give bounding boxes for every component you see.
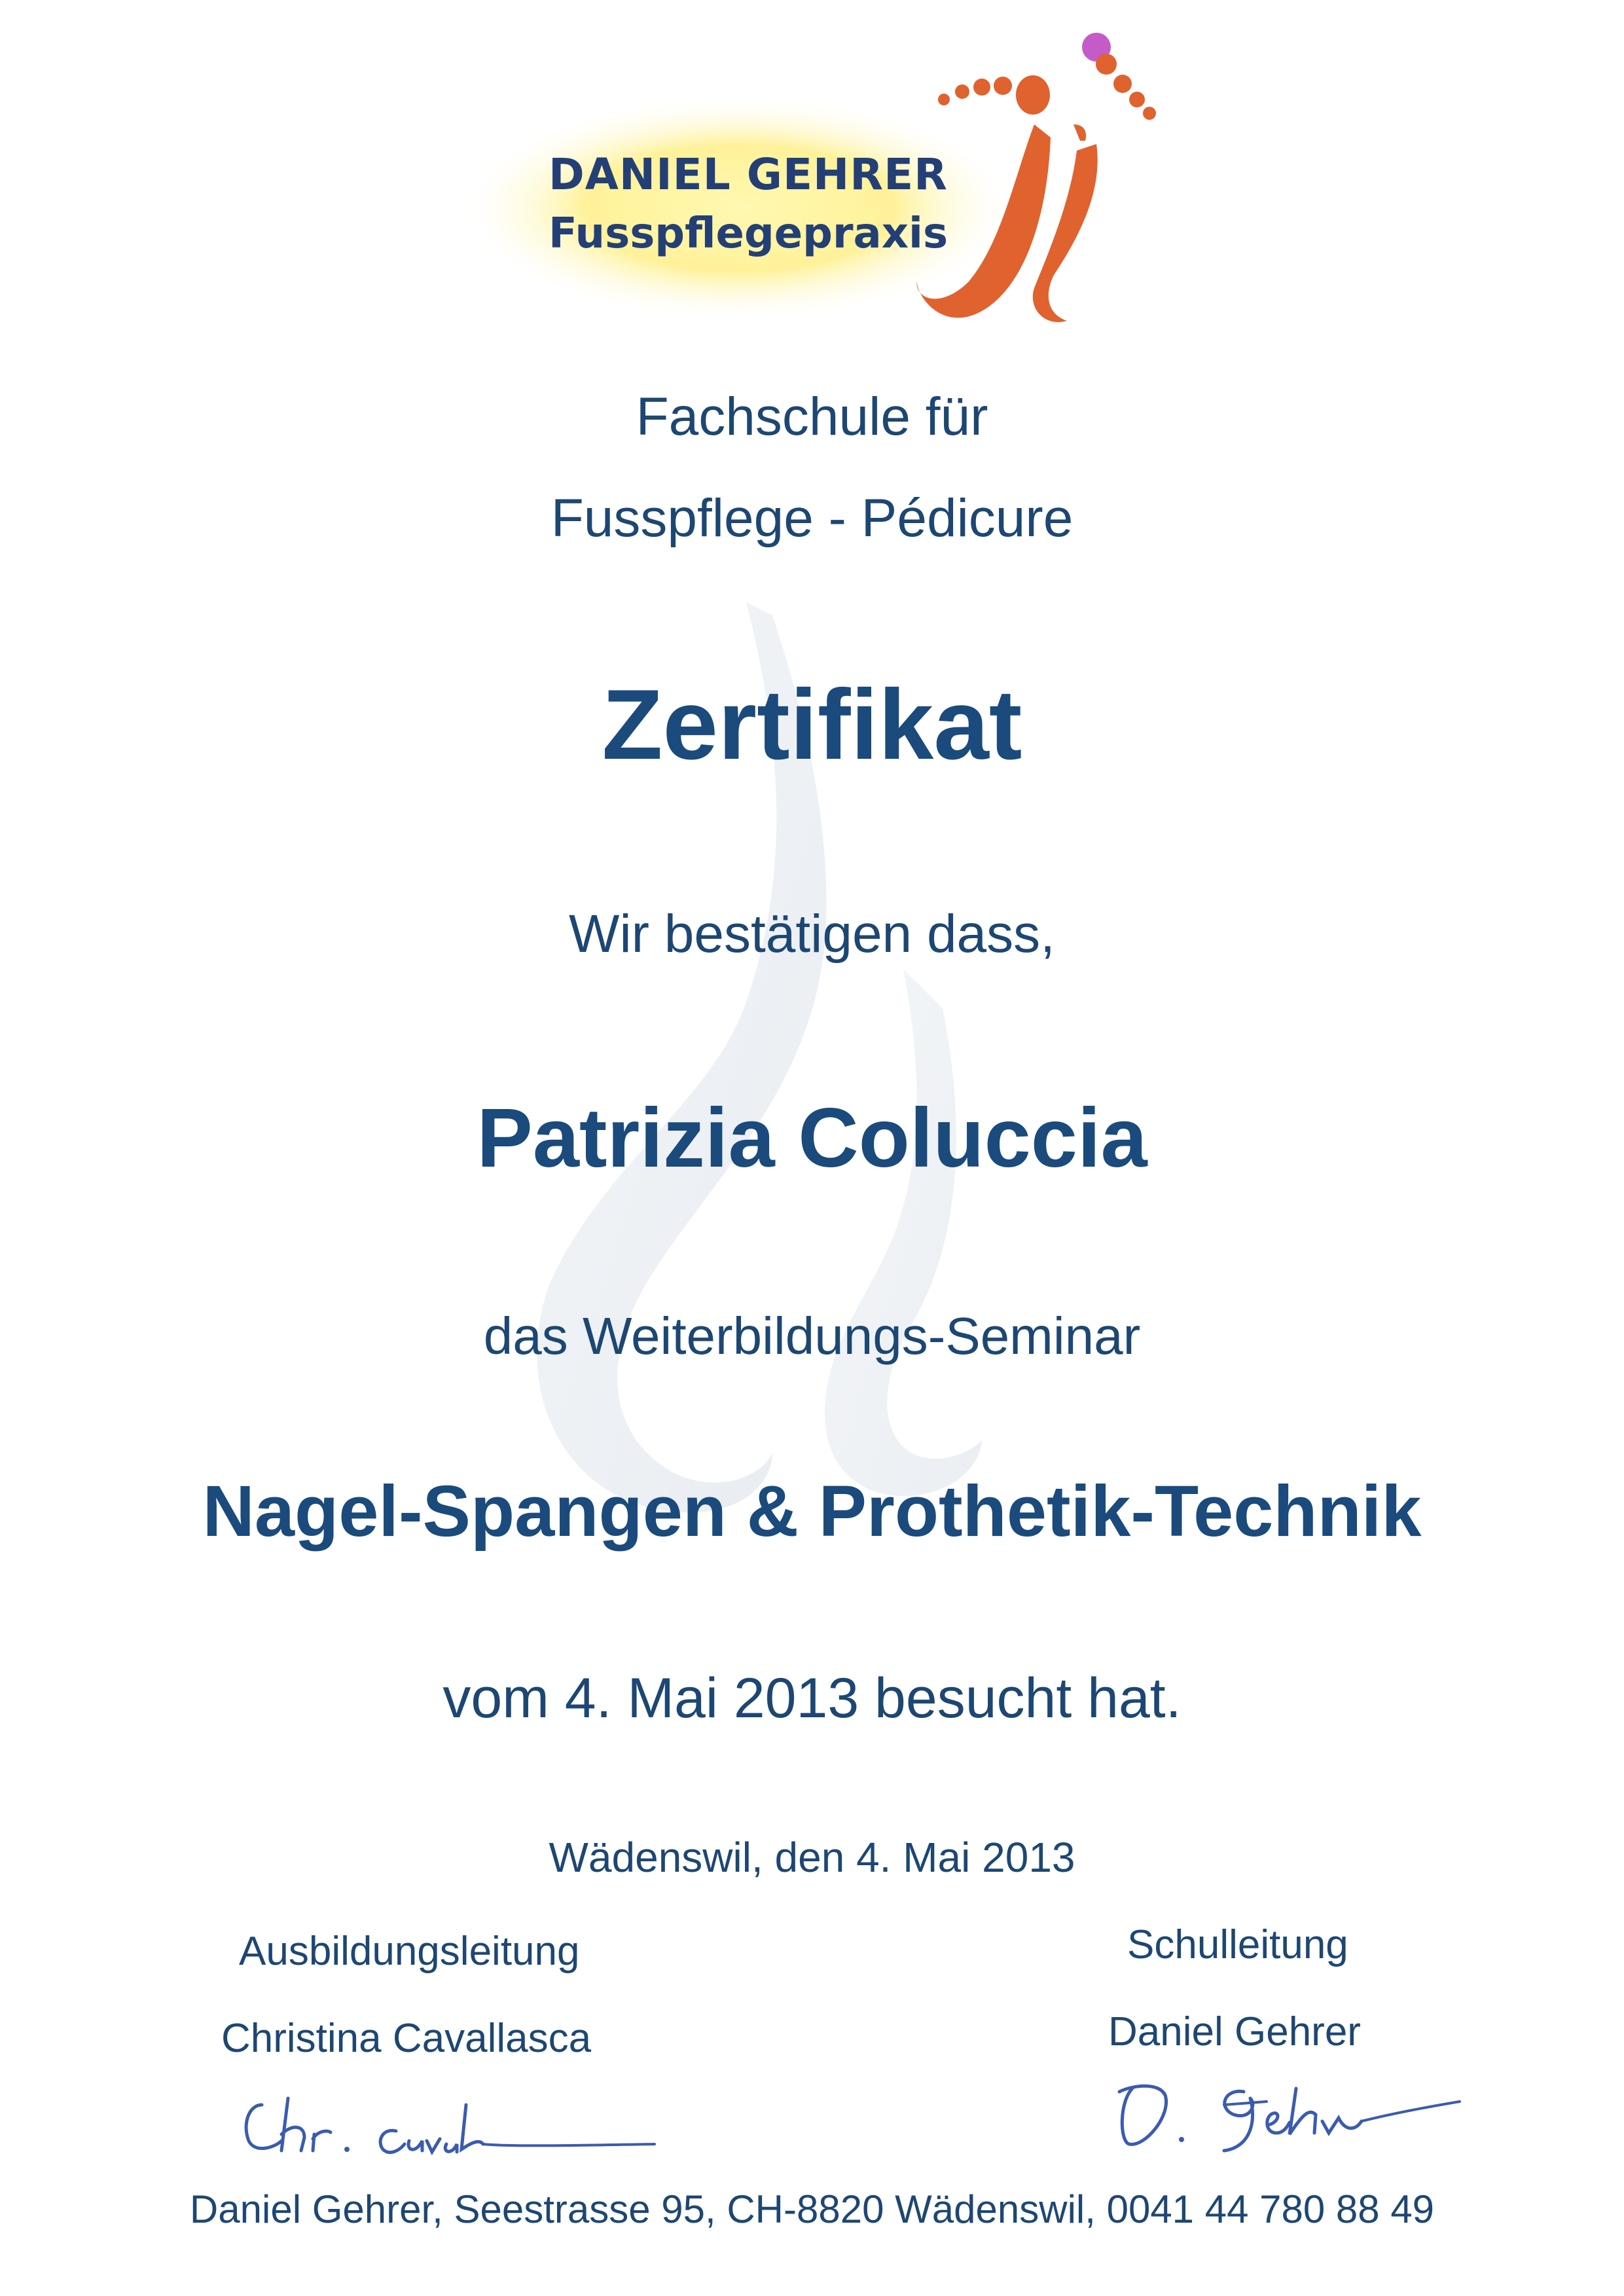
seminar-type: das Weiterbildungs-Seminar [483,1307,1141,1365]
left-signatory-name: Christina Cavallasca [221,2016,592,2061]
school-line-2: Fusspflege - Pédicure [550,488,1074,548]
left-signature [236,2079,668,2170]
certificate-title: Zertifikat [602,669,1022,780]
left-signatory-role: Ausbildungsleitung [239,1929,580,1974]
recipient-name: Patrizia Coluccia [477,1091,1147,1185]
place-date: Wädenswil, den 4. Mai 2013 [549,1834,1075,1881]
footer-address: Daniel Gehrer, Seestrasse 95, CH-8820 Wädenswil, 0041 44 780 88 49 [189,2187,1435,2231]
logo-line-2: Fusspflegepraxis [549,210,948,258]
school-line-1: Fachschule für [636,387,988,446]
logo [458,26,1198,354]
attendance-date: vom 4. Mai 2013 besucht hat. [442,1667,1182,1730]
right-signatory-name: Daniel Gehrer [1108,2009,1361,2054]
right-signatory-role: Schulleitung [1127,1922,1348,1967]
right-signature [1093,2069,1486,2160]
right-foot-icon [1033,33,1156,322]
logo-line-1: DANIEL GEHRER [549,149,948,200]
confirmation-text: Wir bestätigen dass, [569,904,1055,964]
course-title: Nagel-Spangen & Prothetik-Technik [202,1471,1422,1552]
